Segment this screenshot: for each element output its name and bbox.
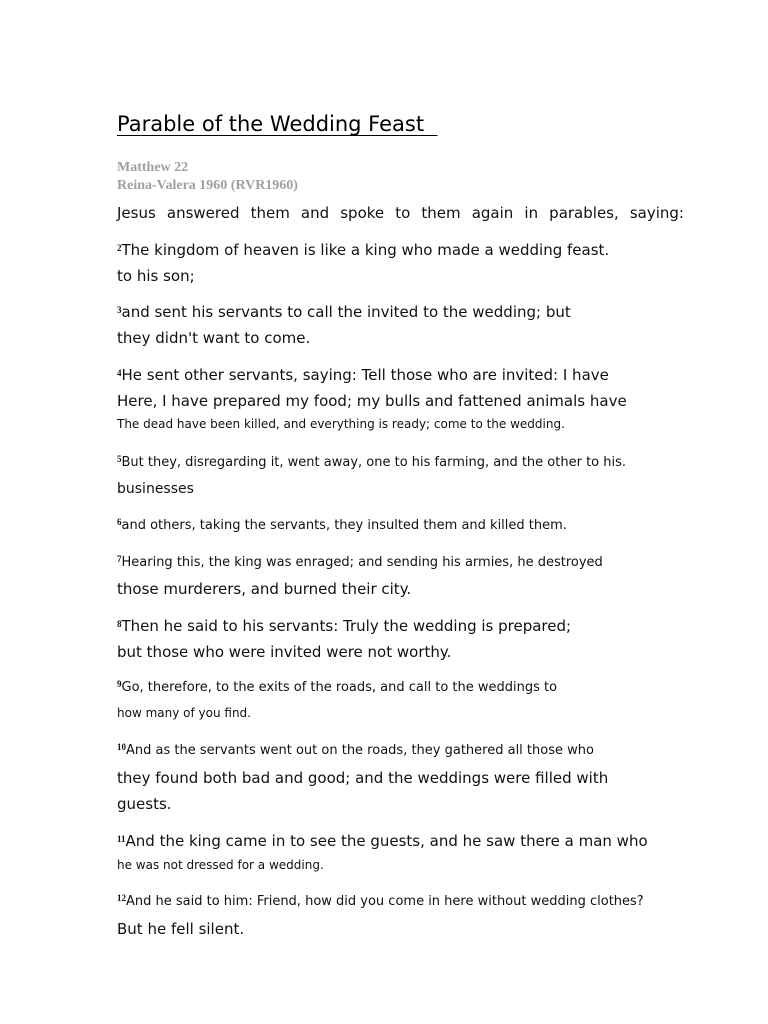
passage-reference: Matthew 22 [117,160,189,175]
verse-4-line-2: Here, I have prepared my food; my bulls and fattened animals have [117,392,627,410]
bible-version: Reina-Valera 1960 (RVR1960) [117,178,298,193]
verse-number: 8 [117,619,122,629]
verse-10-line-1: $^{10}$And as the servants went out on the roads, they gathered all those who [117,742,594,758]
verse-10-line-2: they found both bad and good; and the weddings were filled with [117,769,609,787]
verse-4-line-3: The dead have been killed, and everything is ready; come to the wedding. [117,417,565,431]
verse-5-line-1: $^5$But they, disregarding it, went away, one to his farming, and the other to his. [117,454,627,470]
verse-3-line-1: $^3$and sent his servants to call the invited to the wedding; but [117,303,571,321]
verse-number: 4 [117,368,122,378]
verse-number: 10 [117,742,126,752]
verse-6-line-1: $^6$and others, taking the servants, they insulted them and killed them. [117,517,567,533]
verse-number: 7 [117,554,122,564]
verse-3-line-2: they didn't want to come. [117,329,311,347]
verse-5-line-2: businesses [117,481,194,497]
page-title: Parable of the Wedding Feast [117,112,438,136]
verse-4-line-1: $^4$He sent other servants, saying: Tell those who are invited: I have [117,366,609,384]
verse-12-line-1: $^{12}$And he said to him: Friend, how did you come in here without wedding clothes? [117,893,644,909]
verse-7-line-1: $^7$Hearing this, the king was enraged; and sending his armies, he destroyed [117,554,603,570]
verse-9-line-1: $^9$Go, therefore, to the exits of the roads, and call to the weddings to [117,679,558,695]
verse-11-line-1: $^{11}$And the king came in to see the guests, and he saw there a man who [117,832,648,850]
verse-9-line-2: how many of you find. [117,706,251,720]
verse-number: 12 [117,893,126,903]
verse-8-line-2: but those who were invited were not worthy. [117,643,452,661]
verse-number: 9 [117,679,122,689]
verse-11-line-2: he was not dressed for a wedding. [117,858,324,872]
intro-line: Jesus answered them and spoke to them again in parables, saying: [117,204,684,222]
verse-number: 11 [117,834,126,844]
verse-number: 3 [117,305,122,315]
verse-10-line-3: guests. [117,795,172,813]
verse-number: 2 [117,243,122,253]
verse-7-line-2: those murderers, and burned their city. [117,580,412,598]
verse-2-line-2: to his son; [117,267,195,285]
verse-8-line-1: $^8$Then he said to his servants: Truly the wedding is prepared; [117,617,572,635]
verse-number: 5 [117,454,122,464]
verse-12-line-2: But he fell silent. [117,920,245,938]
verse-number: 6 [117,517,122,527]
verse-2-line-1: $^2$The kingdom of heaven is like a king who made a wedding feast. [117,241,610,259]
